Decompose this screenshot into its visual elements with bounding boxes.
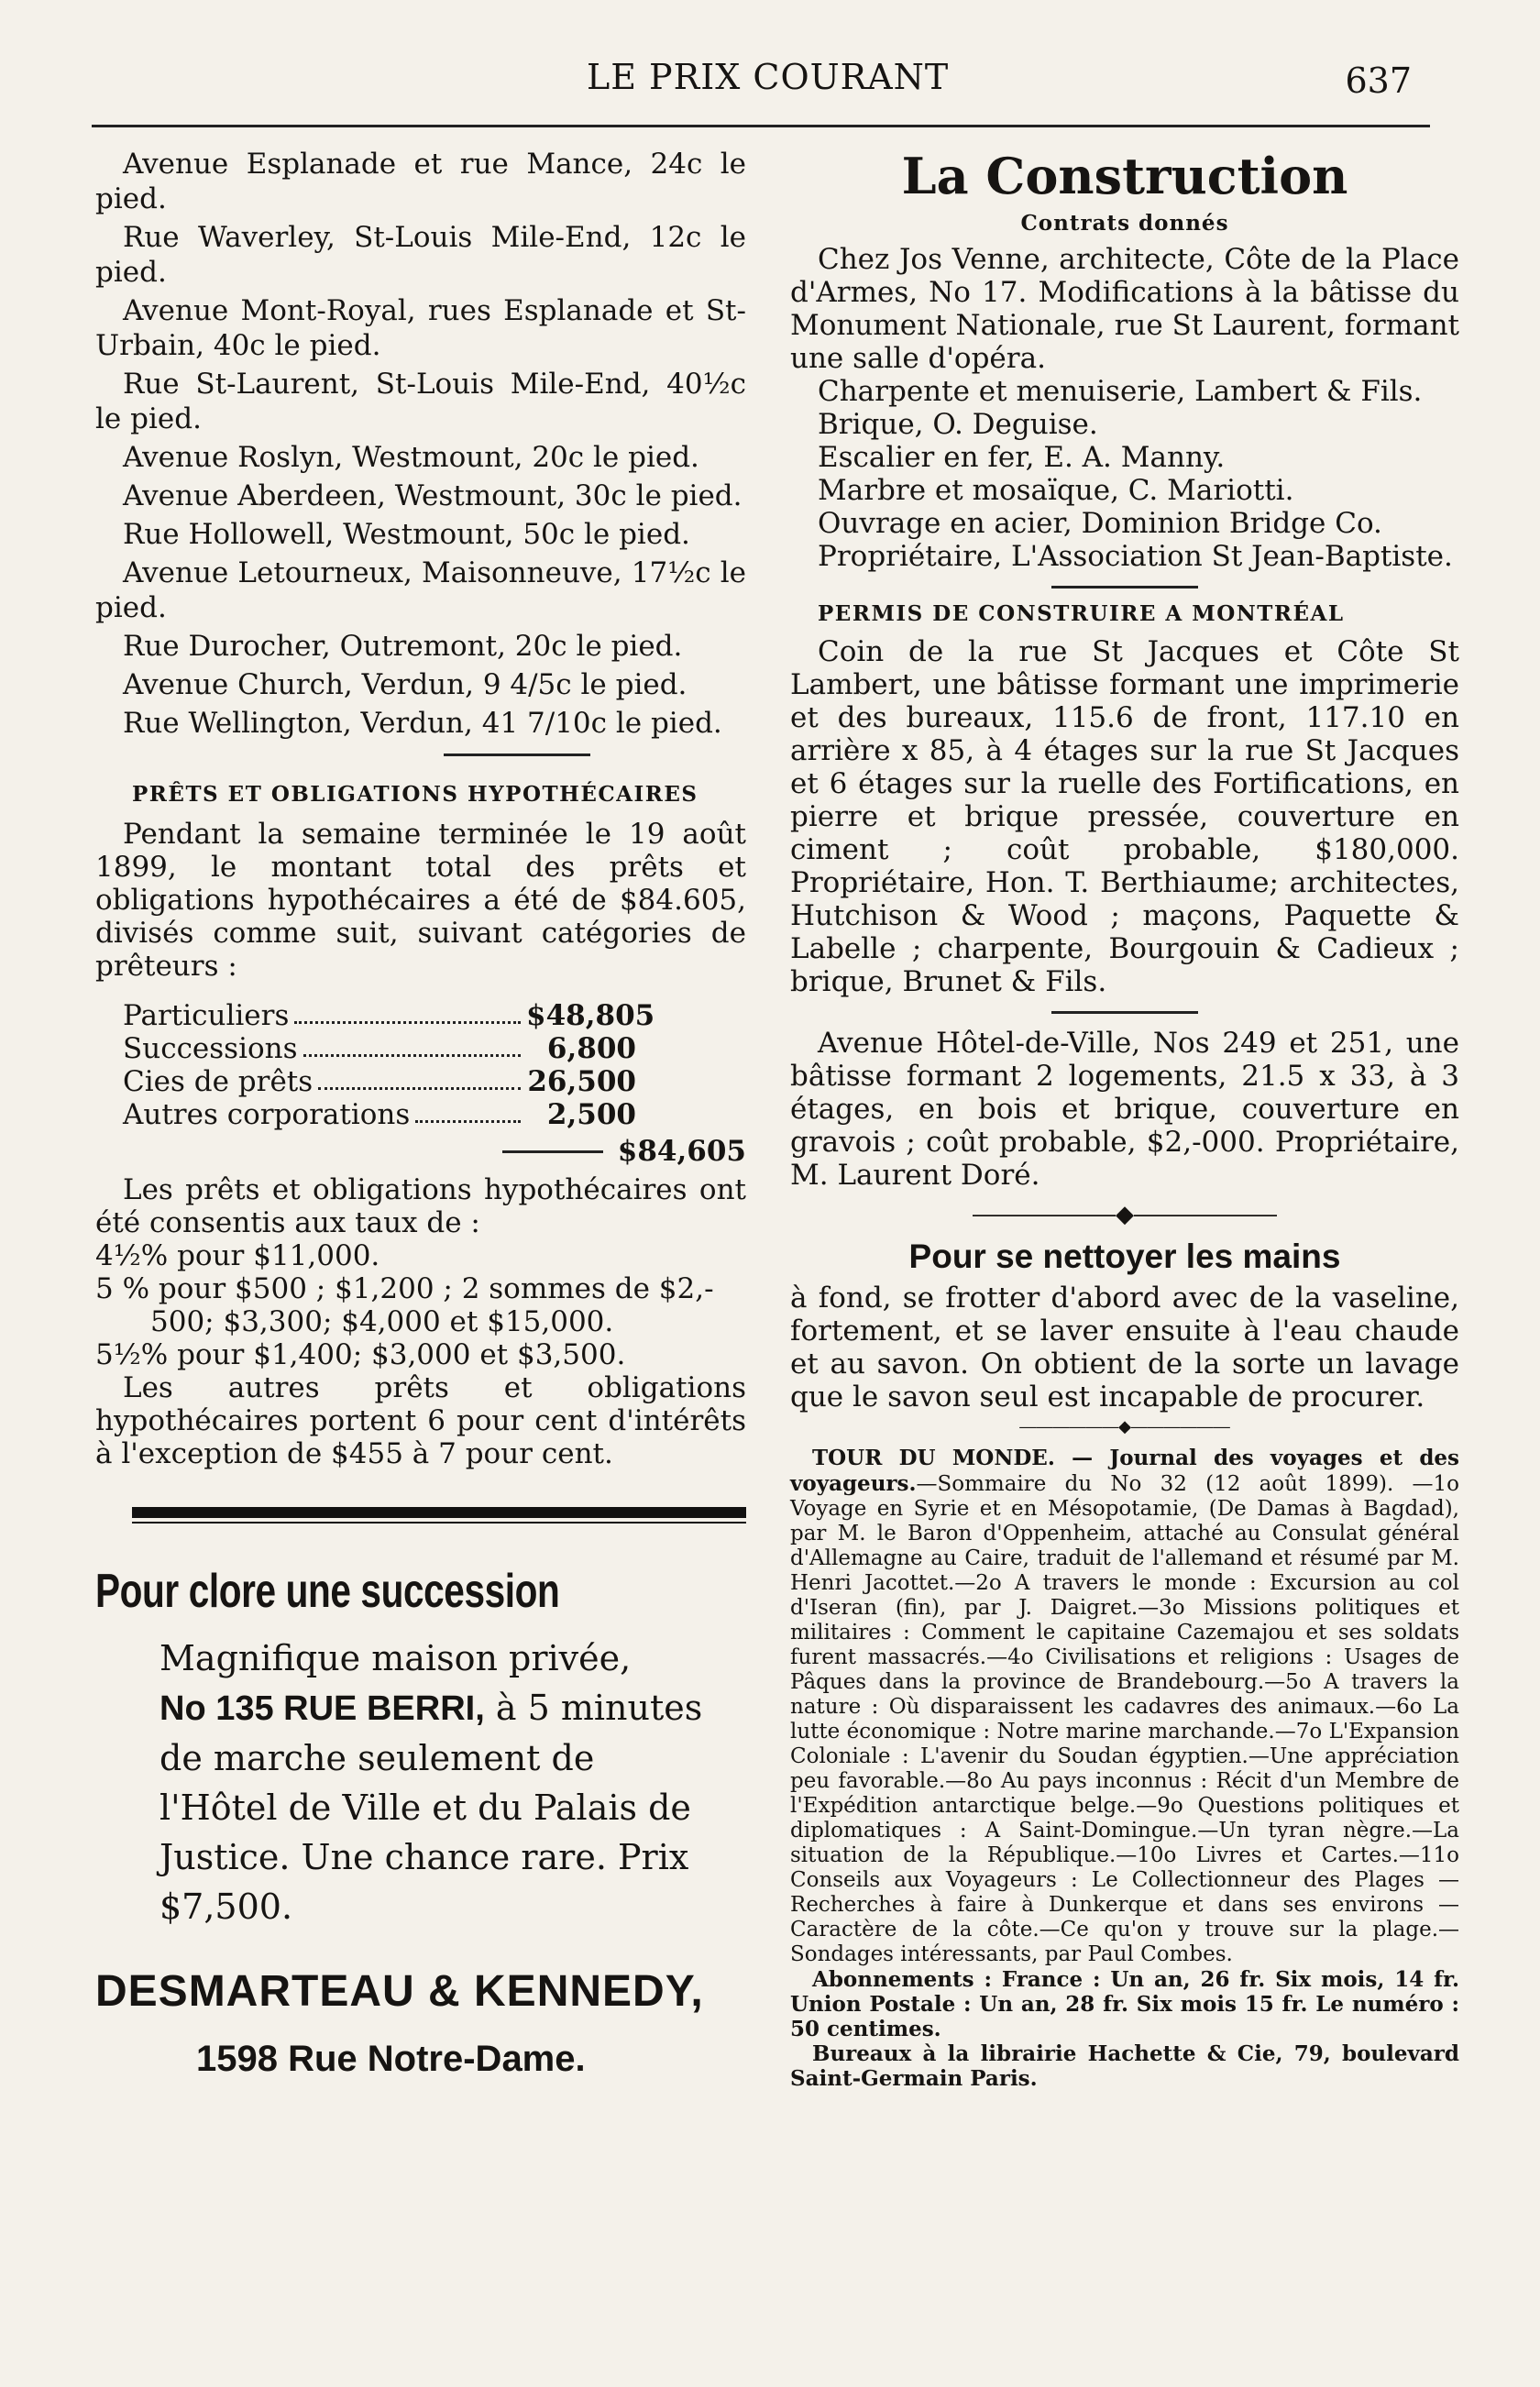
section-divider xyxy=(1051,1011,1198,1014)
loans-intro: Pendant la semaine terminée le 19 août 1899, le montant total des prêts et obligations hypothécaires a été de $84.605, divisés comme suit, suivant catégories de prêteurs : xyxy=(95,818,746,983)
ad-address: No 135 RUE BERRI, xyxy=(160,1689,485,1728)
sale-entry: Avenue Church, Verdun, 9 4/5c le pied. xyxy=(123,668,688,701)
contract-entry: Propriétaire, L'Association St Jean-Baptiste. xyxy=(818,540,1453,573)
contract-entry: Chez Jos Venne, architecte, Côte de la Place d'Armes, No 17. Modifications à la bâtisse du Monument Nationale, rue St Laurent, formant une salle d'opéra. xyxy=(790,243,1459,375)
tour-office: Bureaux à la librairie Hachette & Cie, 79, boulevard Saint-Germain Paris. xyxy=(790,2041,1459,2091)
contracts-list xyxy=(790,243,1459,573)
page-header xyxy=(92,57,1430,112)
sale-entry: Avenue Aberdeen, Westmount, 30c le pied. xyxy=(123,479,742,512)
property-sales-list xyxy=(95,147,746,741)
loan-amount: 26,500 xyxy=(527,1065,636,1098)
loan-label: Cies de prêts xyxy=(123,1065,314,1098)
permit-entry: Avenue Hôtel-de-Ville, Nos 249 et 251, une bâtisse formant 2 logements, 21.5 x 33, à 3 étages, en bois et brique, couverture en gravois ; coût probable, $2,-000. Propriétaire, M. Laurent Doré. xyxy=(790,1027,1459,1192)
section-subtitle: Contrats donnés xyxy=(1020,211,1229,236)
sale-entry: Rue Waverley, St-Louis Mile-End, 12c le pied. xyxy=(95,221,746,289)
sale-entry: Avenue Letourneux, Maisonneuve, 17½c le pied. xyxy=(95,556,746,624)
rates-outro: Les autres prêts et obligations hypothécaires portent 6 pour cent d'intérêts à l'exception de $455 à 7 pour cent. xyxy=(95,1371,746,1470)
right-column xyxy=(790,147,1459,2091)
contract-entry: Ouvrage en acier, Dominion Bridge Co. xyxy=(818,507,1382,540)
ad-separator-thick xyxy=(132,1507,746,1518)
ornament-divider-icon: ――――――◆―――――― xyxy=(1019,1417,1230,1436)
journal-title: LE PRIX COURANT xyxy=(587,57,950,97)
loan-row xyxy=(123,1065,636,1098)
loan-amount: 6,800 xyxy=(546,1032,636,1065)
ad-separator-thin xyxy=(132,1522,746,1524)
sale-entry: Rue Durocher, Outremont, 20c le pied. xyxy=(123,630,683,663)
loan-row xyxy=(123,1098,636,1131)
contract-entry: Charpente et menuiserie, Lambert & Fils. xyxy=(818,375,1423,408)
permits-heading: PERMIS DE CONSTRUIRE A MONTRÉAL xyxy=(818,601,1345,626)
ad-body xyxy=(160,1634,710,1931)
loan-amount: 2,500 xyxy=(546,1098,636,1131)
loans-table xyxy=(123,999,746,1131)
section-divider xyxy=(444,754,590,756)
loan-label: Autres corporations xyxy=(123,1098,411,1131)
contract-entry: Escalier en fer, E. A. Manny. xyxy=(818,441,1226,474)
loans-total-row xyxy=(95,1135,746,1168)
tour-lead: TOUR DU MONDE. — Journal des voyages et des voyageurs. xyxy=(790,1446,1459,1496)
sale-entry: Avenue Roslyn, Westmount, 20c le pied. xyxy=(123,441,699,474)
left-column xyxy=(95,147,746,2080)
rate-line: 4½% pour $11,000. xyxy=(95,1239,380,1272)
contract-entry: Marbre et mosaïque, C. Mariotti. xyxy=(818,474,1294,507)
page-number: 637 xyxy=(1345,60,1412,101)
loan-label: Successions xyxy=(123,1032,298,1065)
hands-title: Pour se nettoyer les mains xyxy=(908,1238,1341,1275)
permit-entry: Coin de la rue St Jacques et Côte St Lambert, une bâtisse formant une imprimerie et des bureaux, 115.6 de front, 117.10 en arrière x 85, à 4 étages sur la rue St Jacques et 6 étages sur la ruelle des Fortifications, en pierre et brique pressée, couverture en ciment ; coût probable, $180,000. Propriétaire, Hon. T. Berthiaume; architectes, Hutchison & Wood ; maçons, Paquette & Labelle ; charpente, Bourgouin & Cadieux ; brique, Brunet & Fils. xyxy=(790,635,1459,998)
loan-amount: $48,805 xyxy=(526,999,655,1032)
ornament-divider-icon: ――――――◆―――――― xyxy=(973,1201,1277,1228)
sale-entry: Rue Wellington, Verdun, 41 7/10c le pied. xyxy=(123,707,722,740)
real-estate-ad xyxy=(95,1564,746,2080)
loan-row xyxy=(123,1032,636,1065)
ad-title: Pour clore une succession xyxy=(95,1565,560,1618)
header-rule xyxy=(92,125,1430,127)
loan-row xyxy=(123,999,655,1032)
tour-du-monde-notice xyxy=(790,1446,1459,2091)
hands-text: à fond, se frotter d'abord avec de la vaseline, fortement, et se laver ensuite à l'eau chaude et au savon. On obtient de la sorte un lavage que le savon seul est incapable de procurer. xyxy=(790,1282,1459,1414)
sale-entry: Rue Hollowell, Westmount, 50c le pied. xyxy=(123,518,690,551)
section-title: La Construction xyxy=(901,147,1348,205)
sale-entry: Rue St-Laurent, St-Louis Mile-End, 40½c le pied. xyxy=(95,368,746,435)
ad-firm-name: DESMARTEAU & KENNEDY, xyxy=(95,1967,704,2016)
contract-entry: Brique, O. Deguise. xyxy=(818,408,1098,441)
rates-intro: Les prêts et obligations hypothécaires ont été consentis aux taux de : xyxy=(95,1173,746,1239)
ad-body-text: à 5 minutes de marche seulement de l'Hôtel de Ville et du Palais de Justice. Une chance rare. Prix $7,500. xyxy=(160,1688,703,1927)
tour-body: —Sommaire du No 32 (12 août 1899). —1o Voyage en Syrie et en Mésopotamie, (De Damas à Bagdad), par M. le Baron d'Oppenheim, attaché au Consulat général d'Allemagne au Caire, traduit de l'allemand et résumé par M. Henri Jacottet.—2o A travers le monde : Excursion au col d'Iseran (fin), par J. Daigret.—3o Missions politiques et militaires : Comment le capitaine Cazemajou et ses soldats furent massacrés.—4o Civilisations et religions : Usages de Pâques dans la province de Brandebourg.—5o A travers la nature : Où disparaissent les cadavres des animaux.—6o La lutte économique : Notre marine marchande.—7o L'Expansion Coloniale : L'avenir du Soudan égyptien.—Une appréciation peu favorable.—8o Au pays inconnus : Récit d'un Membre de l'Expédition antarctique belge.—9o Questions politiques et diplomatiques : A Saint-Domingue.—Un tyran nègre.—La situation de la République.—10o Livres et Cartes.—11o Conseils aux Voyageurs : Le Collectionneur des Plages — Recherches à faire à Dunkerque et dans ses environs —Caractère de la côte.—Ce qu'on y trouve sur la plage.—Sondages intéressants, par Paul Combes. xyxy=(790,1472,1459,1966)
ad-body-line: Magnifique maison privée, xyxy=(160,1638,632,1678)
rate-line: 5 % pour $500 ; $1,200 ; 2 sommes de $2,- xyxy=(95,1272,714,1305)
loan-label: Particuliers xyxy=(123,999,290,1032)
loans-heading: PRÊTS ET OBLIGATIONS HYPOTHÉCAIRES xyxy=(132,782,698,807)
section-divider xyxy=(1051,586,1198,588)
sale-entry: Avenue Esplanade et rue Mance, 24c le pied. xyxy=(95,148,746,215)
loans-total: $84,605 xyxy=(617,1135,746,1168)
sale-entry: Avenue Mont-Royal, rues Esplanade et St-Urbain, 40c le pied. xyxy=(95,294,746,362)
ad-firm-address: 1598 Rue Notre-Dame. xyxy=(196,2039,586,2079)
tour-subscriptions: Abonnements : France : Un an, 26 fr. Six mois, 14 fr. Union Postale : Un an, 28 fr. Six mois 15 fr. Le numéro : 50 centimes. xyxy=(790,1967,1459,2041)
rate-line: 5½% pour $1,400; $3,000 et $3,500. xyxy=(95,1338,626,1371)
rate-line: 500; $3,300; $4,000 et $15,000. xyxy=(150,1305,614,1338)
